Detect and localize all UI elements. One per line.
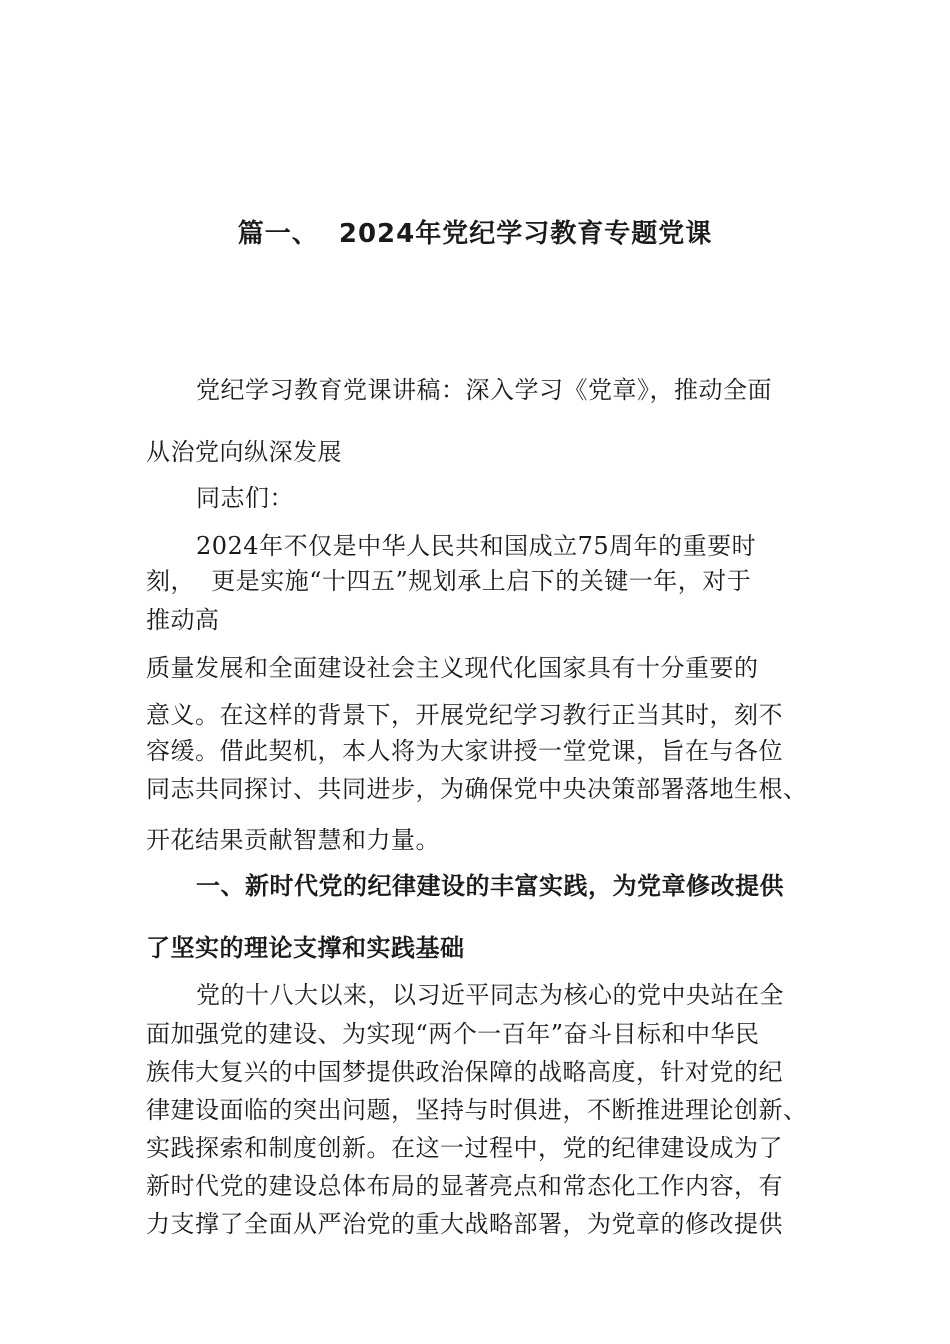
document-title: 篇一、 2024年党纪学习教育专题党课 <box>237 219 713 249</box>
paragraph-line: 新时代党的建设总体布局的显著亮点和常态化工作内容，有 <box>146 1172 783 1200</box>
paragraph-line: 刻， 更是实施“十四五”规划承上启下的关键一年，对于 <box>146 567 752 595</box>
paragraph-line: 意义。在这样的背景下，开展党纪学习教行正当其时，刻不 <box>146 701 783 729</box>
paragraph-line: 容缓。借此契机，本人将为大家讲授一堂党课，旨在与各位 <box>146 737 783 765</box>
salutation: 同志们： <box>196 484 294 512</box>
paragraph-line: 族伟大复兴的中国梦提供政治保障的战略高度，针对党的纪 <box>146 1058 783 1086</box>
paragraph-line: 律建设面临的突出问题，坚持与时俱进，不断推进理论创新、 <box>146 1096 808 1124</box>
paragraph-line: 实践探索和制度创新。在这一过程中，党的纪律建设成为了 <box>146 1134 783 1162</box>
section-heading: 一、新时代党的纪律建设的丰富实践，为党章修改提供 <box>196 872 784 900</box>
paragraph-line: 力支撑了全面从严治党的重大战略部署，为党章的修改提供 <box>146 1210 783 1238</box>
paragraph-line: 推动高 <box>146 606 220 634</box>
subtitle-line: 党纪学习教育党课讲稿：深入学习《党章》，推动全面 <box>196 376 772 404</box>
paragraph-line: 质量发展和全面建设社会主义现代化国家具有十分重要的 <box>146 654 759 682</box>
paragraph-line: 面加强党的建设、为实现“两个一百年”奋斗目标和中华民 <box>146 1020 760 1048</box>
paragraph-line: 2024年不仅是中华人民共和国成立75周年的重要时 <box>196 532 757 560</box>
paragraph-line: 同志共同探讨、共同进步，为确保党中央决策部署落地生根、 <box>146 775 808 803</box>
paragraph-line: 党的十八大以来，以习近平同志为核心的党中央站在全 <box>196 981 784 1009</box>
subtitle-line: 从治党向纵深发展 <box>146 438 342 466</box>
section-heading: 了坚实的理论支撑和实践基础 <box>146 934 465 962</box>
paragraph-line: 开花结果贡献智慧和力量。 <box>146 826 440 854</box>
